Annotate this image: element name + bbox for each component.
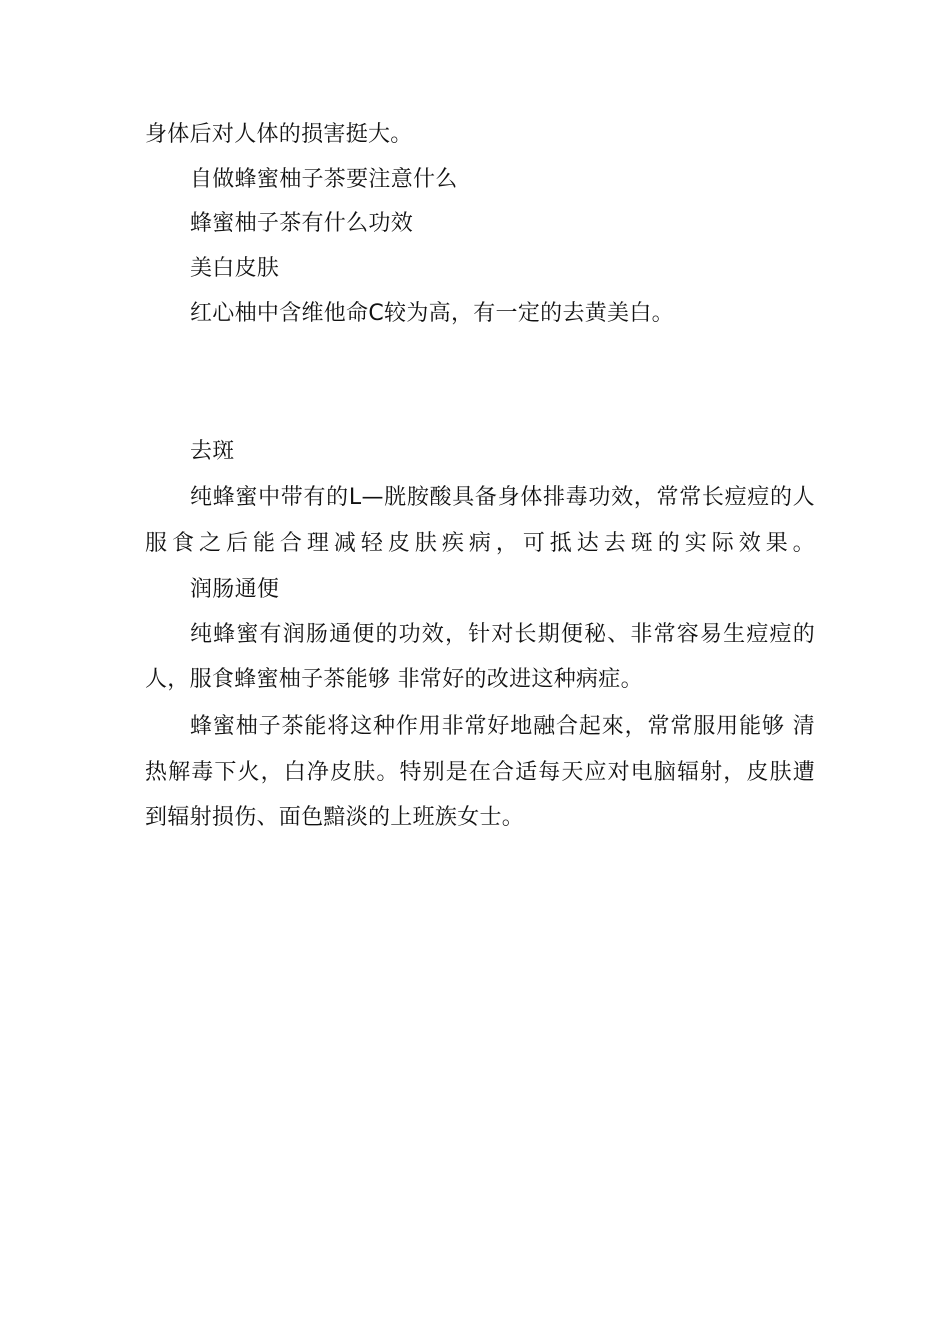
paragraph-spots-line-2: 服食之后能合理减轻皮肤疾病，可抵达去斑的实际效果。 xyxy=(145,531,815,556)
paragraph-continuation: 身体后对人体的损害挺大。 xyxy=(145,122,413,147)
heading-spots: 去斑 xyxy=(190,439,235,464)
paragraph-summary-line-2: 热解毒下火，白净皮肤。特别是在合适每天应对电脑辐射，皮肤遭 xyxy=(145,760,815,785)
heading-laxative: 润肠通便 xyxy=(190,577,280,602)
paragraph-spots-line-1: 纯蜂蜜中带有的L—胱胺酸具备身体排毒功效，常常长痘痘的人 xyxy=(190,485,815,510)
heading-benefits: 蜂蜜柚子茶有什么功效 xyxy=(190,211,414,236)
paragraph-summary-line-3: 到辐射损伤、面色黯淡的上班族女士。 xyxy=(145,805,525,830)
paragraph-whitening: 红心柚中含维他命C较为高，有一定的去黄美白。 xyxy=(190,301,674,326)
heading-diy-notes: 自做蜂蜜柚子茶要注意什么 xyxy=(190,167,458,192)
paragraph-laxative-line-1: 纯蜂蜜有润肠通便的功效，针对长期便秘、非常容易生痘痘的 xyxy=(190,622,815,647)
paragraph-summary-line-1: 蜂蜜柚子茶能将这种作用非常好地融合起來，常常服用能够 清 xyxy=(190,714,815,739)
paragraph-laxative-line-2: 人，服食蜂蜜柚子茶能够 非常好的改进这种病症。 xyxy=(145,667,643,692)
heading-whitening: 美白皮肤 xyxy=(190,256,280,281)
